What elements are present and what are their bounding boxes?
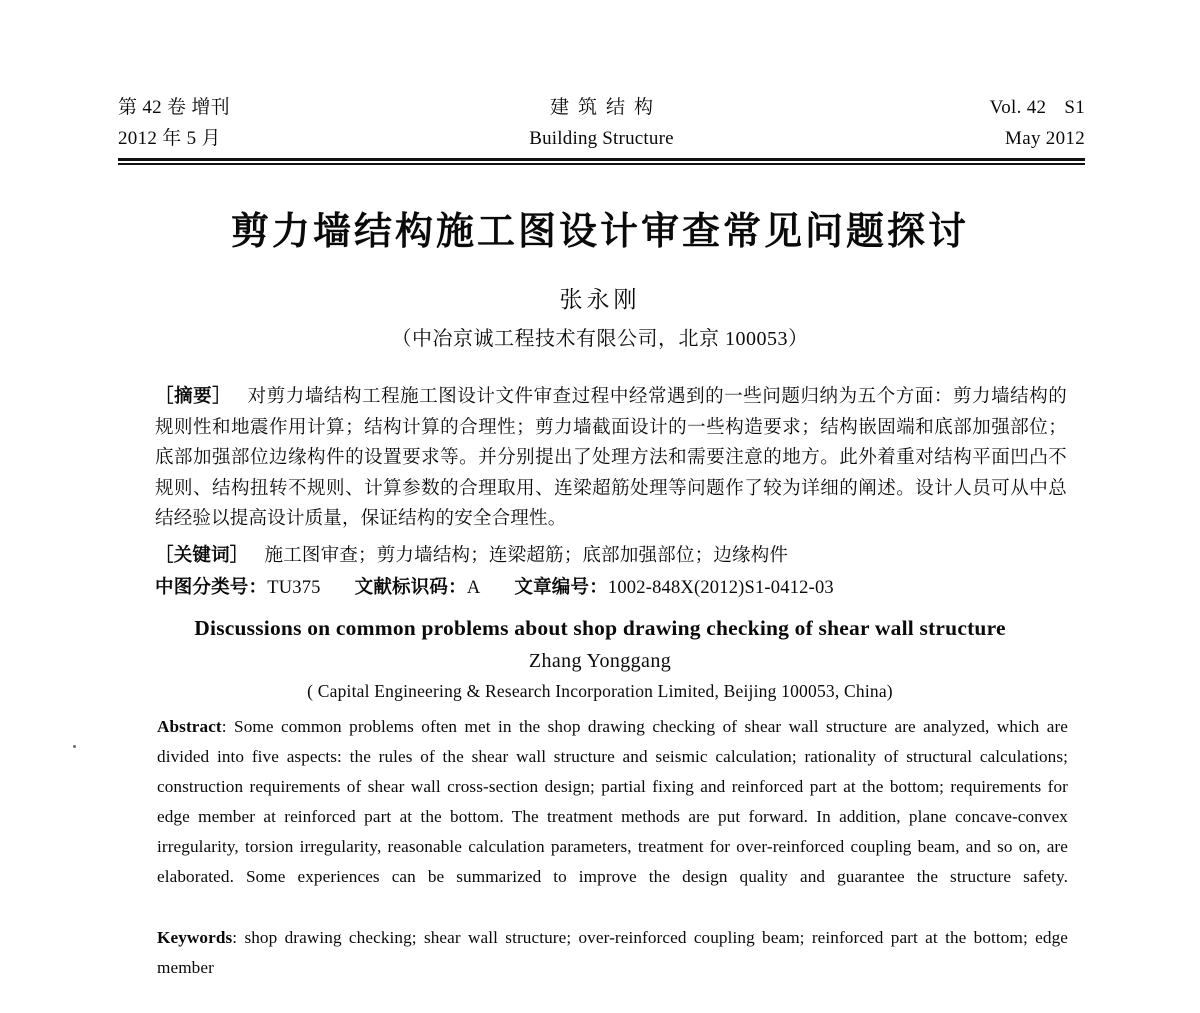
keywords-en-label: Keywords xyxy=(157,928,233,947)
keywords-en xyxy=(157,923,1068,1013)
journal-name-cn: 建筑结构 xyxy=(549,97,662,118)
keywords-en-text: : shop drawing checking; shear wall structure; over-reinforced coupling beam; reinforced part at the bottom; edge member xyxy=(157,928,1068,977)
header-double-rule xyxy=(118,158,1085,165)
article-id-value: 1002-848X(2012)S1-0412-03 xyxy=(607,577,834,598)
abstract-cn-label: ［摘要］ xyxy=(155,387,232,407)
affiliation-cn: （中冶京诚工程技术有限公司，北京 100053） xyxy=(391,328,809,350)
abstract-en-label: Abstract xyxy=(157,717,222,736)
classification-line xyxy=(155,573,1067,603)
running-head xyxy=(118,92,1085,154)
clc-label: 中图分类号： xyxy=(155,577,268,598)
doc-code-value: A xyxy=(466,577,481,598)
abstract-cn-text: 对剪力墙结构工程施工图设计文件审查过程中经常遇到的一些问题归纳为五个方面：剪力墙结构的规则性和地震作用计算；结构计算的合理性；剪力墙截面设计的一些构造要求；结构嵌固端和底部加强部位；底部加强部位边缘构件的设置要求等。并分别提出了处理方法和需要注意的地方。此外着重对结构平面凹凸不规则、结构扭转不规则、计算参数的合理取用、连梁超筋处理等问题作了较为详细的阐述。设计人员可从中总结经验以提高设计质量，保证结构的安全合理性。 xyxy=(155,387,1067,529)
date-cn: 2012 年 5 月 xyxy=(118,128,221,149)
volume-issue-en xyxy=(825,97,1085,119)
author-cn: 张永刚 xyxy=(559,287,641,312)
header-rule-thin xyxy=(118,163,1085,165)
date-en: May 2012 xyxy=(1005,128,1085,149)
abstract-cn xyxy=(155,382,1067,535)
keywords-cn-label: ［关键词］ xyxy=(155,545,249,566)
abstract-en-text: : Some common problems often met in the shop drawing checking of shear wall structure are analyzed, which are divided into five aspects: the rules of the shear wall structure and seismic calculation; rationality of structural calculations; construction requirements of shear wall cross-section design; partial fixing and reinforced part at the bottom; requirements for edge member at reinforced part at the bottom. The treatment methods are put forward. In addition, plane concave-convex irregularity, torsion irregularity, reasonable calculation parameters, treatment for over-reinforced coupling beam, and so on, are elaborated. Some experiences can be summarized to improve the design quality and guarantee the structure safety. xyxy=(157,717,1068,886)
keywords-cn xyxy=(155,541,1067,571)
chinese-abstract-block xyxy=(155,382,1067,603)
page-title-en: Discussions on common problems about shop drawing checking of shear wall structure xyxy=(194,616,1006,640)
volume-en: Vol. 42 xyxy=(989,97,1047,118)
english-abstract-block xyxy=(157,712,1068,1013)
article-id-label: 文章编号： xyxy=(514,577,608,598)
abstract-en xyxy=(157,712,1068,922)
scan-artifact-speck xyxy=(73,745,76,748)
clc-value: TU375 xyxy=(267,577,321,598)
affiliation-en: ( Capital Engineering & Research Incorporation Limited, Beijing 100053, China) xyxy=(307,681,893,701)
journal-name-en: Building Structure xyxy=(529,128,674,149)
doc-code-label: 文献标识码： xyxy=(354,577,467,598)
keywords-cn-text: 施工图审查；剪力墙结构；连梁超筋；底部加强部位；边缘构件 xyxy=(264,545,789,566)
running-head-row-bottom xyxy=(118,123,1085,154)
author-en: Zhang Yonggang xyxy=(528,650,672,672)
volume-issue-cn: 第 42 卷 增刊 xyxy=(118,97,230,118)
issue-en: S1 xyxy=(1064,97,1085,118)
page-title-cn: 剪力墙结构施工图设计审查常见问题探讨 xyxy=(230,208,969,253)
running-head-row-top xyxy=(118,92,1085,123)
